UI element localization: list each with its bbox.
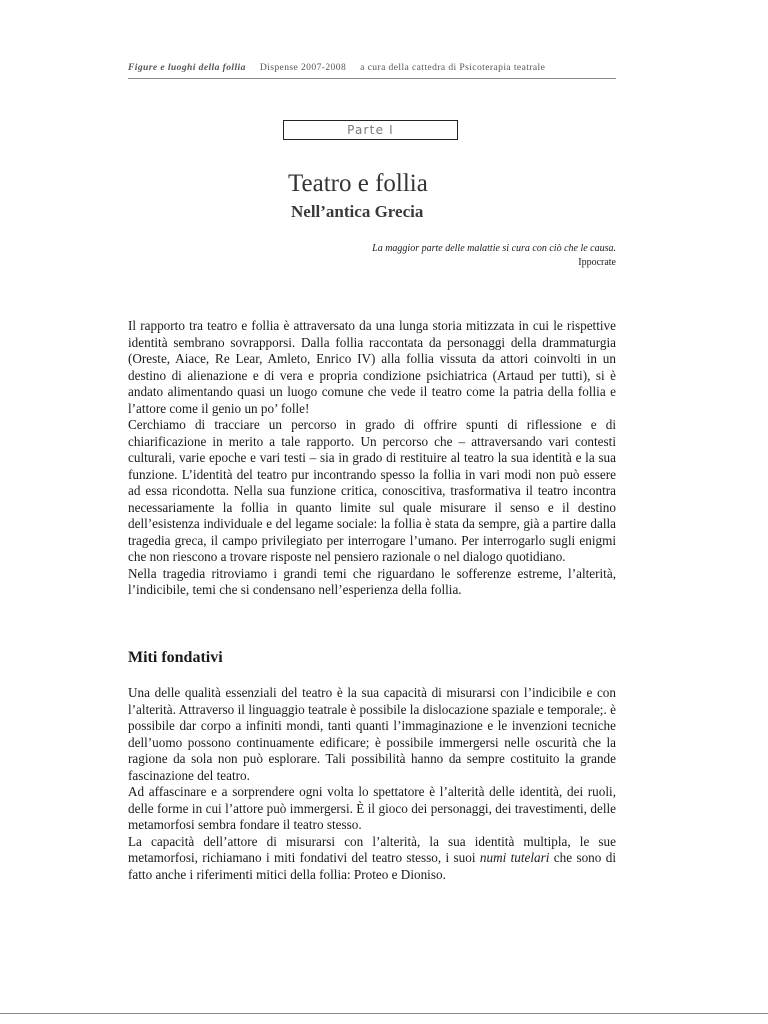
intro-text (128, 318, 616, 599)
paragraph-text: La capacità dell’attore di misurarsi con l’alterità, la sua identità multipla, le sue metamorfosi, richiamano i miti fondativi del teatro stesso, i suoi (128, 833, 616, 865)
emphasis-text: numi tutelari (479, 850, 550, 865)
page-bottom-divider (0, 1013, 768, 1014)
epigraph (340, 242, 616, 270)
epigraph-author: Ippocrate (578, 257, 616, 268)
intro-paragraph: Nella tragedia ritroviamo i grandi temi che riguardano le sofferenze estreme, l’alterità, l’indicibile, temi che si condensano nell’esperienza della follia. (128, 565, 616, 597)
chapter-subtitle: Nell’antica Grecia (291, 202, 424, 221)
part-label: Parte I (283, 120, 458, 140)
header-divider (128, 78, 616, 79)
section-heading: Miti fondativi (128, 649, 223, 666)
paragraph-text: che sono di fatto anche i riferimenti mitici della follia: Proteo e Dioniso. (128, 850, 616, 882)
running-header (128, 62, 616, 73)
intro-paragraph: Cerchiamo di tracciare un percorso in grado di offrire spunti di riflessione e di chiarificazione in merito a tale rapporto. Un percorso che – attraversando vari contesti culturali, varie epoche e vari testi – sia in grado di restituire al teatro la sua identità e la sua funzione. L’identità del teatro pur incontrando spesso la follia in vari modi non può essere ad essa ricondotta. Nella sua funzione critica, conoscitiva, trasformativa il teatro incontra necessariamente la follia in quanto limite sul quale misurare il senso e il destino dell’esistenza individuale e del legame sociale: la follia è stata da sempre, già a partire dalla tragedia greca, il campo privilegiato per interrogare l’umano. Per interrogarlo sugli enigmi che non riescono a trovare risposte nel pensiero razionale o nel dialogo quotidiano. (128, 417, 616, 564)
section-paragraph: Ad affascinare e a sorprendere ogni volta lo spettatore è l’alterità delle identità, dei ruoli, delle forme in cui l’attore può immergersi. È il gioco dei personaggi, dei travestimenti, delle metamorfosi sembra fondare il teatro stesso. (128, 784, 616, 832)
header-cattedra: a cura della cattedra di Psicoterapia teatrale (360, 62, 546, 73)
section-text (128, 685, 616, 883)
intro-paragraph: Il rapporto tra teatro e follia è attraversato da una lunga storia mitizzata in cui le rispettive identità sembrano sovrapporsi. Dalla follia raccontata da personaggi della drammaturgia (Oreste, Aiace, Re Lear, Amleto, Enrico IV) alla follia vissuta da attori coinvolti in un destino di alienazione e di vera e propria condizione psichiatrica (Artaud per tutti), si è andato alimentando quasi un luogo comune che vede il teatro come la patria della follia e l’attore come il genio un po’ folle! (128, 318, 616, 416)
header-dispense: Dispense 2007-2008 (259, 62, 347, 73)
section-paragraph: Una delle qualità essenziali del teatro è la sua capacità di misurarsi con l’indicibile e con l’alterità. Attraverso il linguaggio teatrale è possibile la dislocazione spaziale e temporale;. è possibile dar corpo a infiniti mondi, tanti quanti l’immaginazione e le invenzioni tecniche dell’uomo possono continuamente edificare; è possibile immergersi nelle oscurità che la ragione da sola non può esplorare. Tali possibilità hanno da sempre costituito la grande fascinazione del teatro. (128, 685, 616, 783)
header-title: Figure e luoghi della follia (128, 62, 246, 73)
chapter-title: Teatro e follia (288, 170, 428, 197)
section-paragraph (128, 834, 616, 884)
epigraph-quote: La maggior parte delle malattie si cura con ciò che le causa. (372, 243, 616, 254)
